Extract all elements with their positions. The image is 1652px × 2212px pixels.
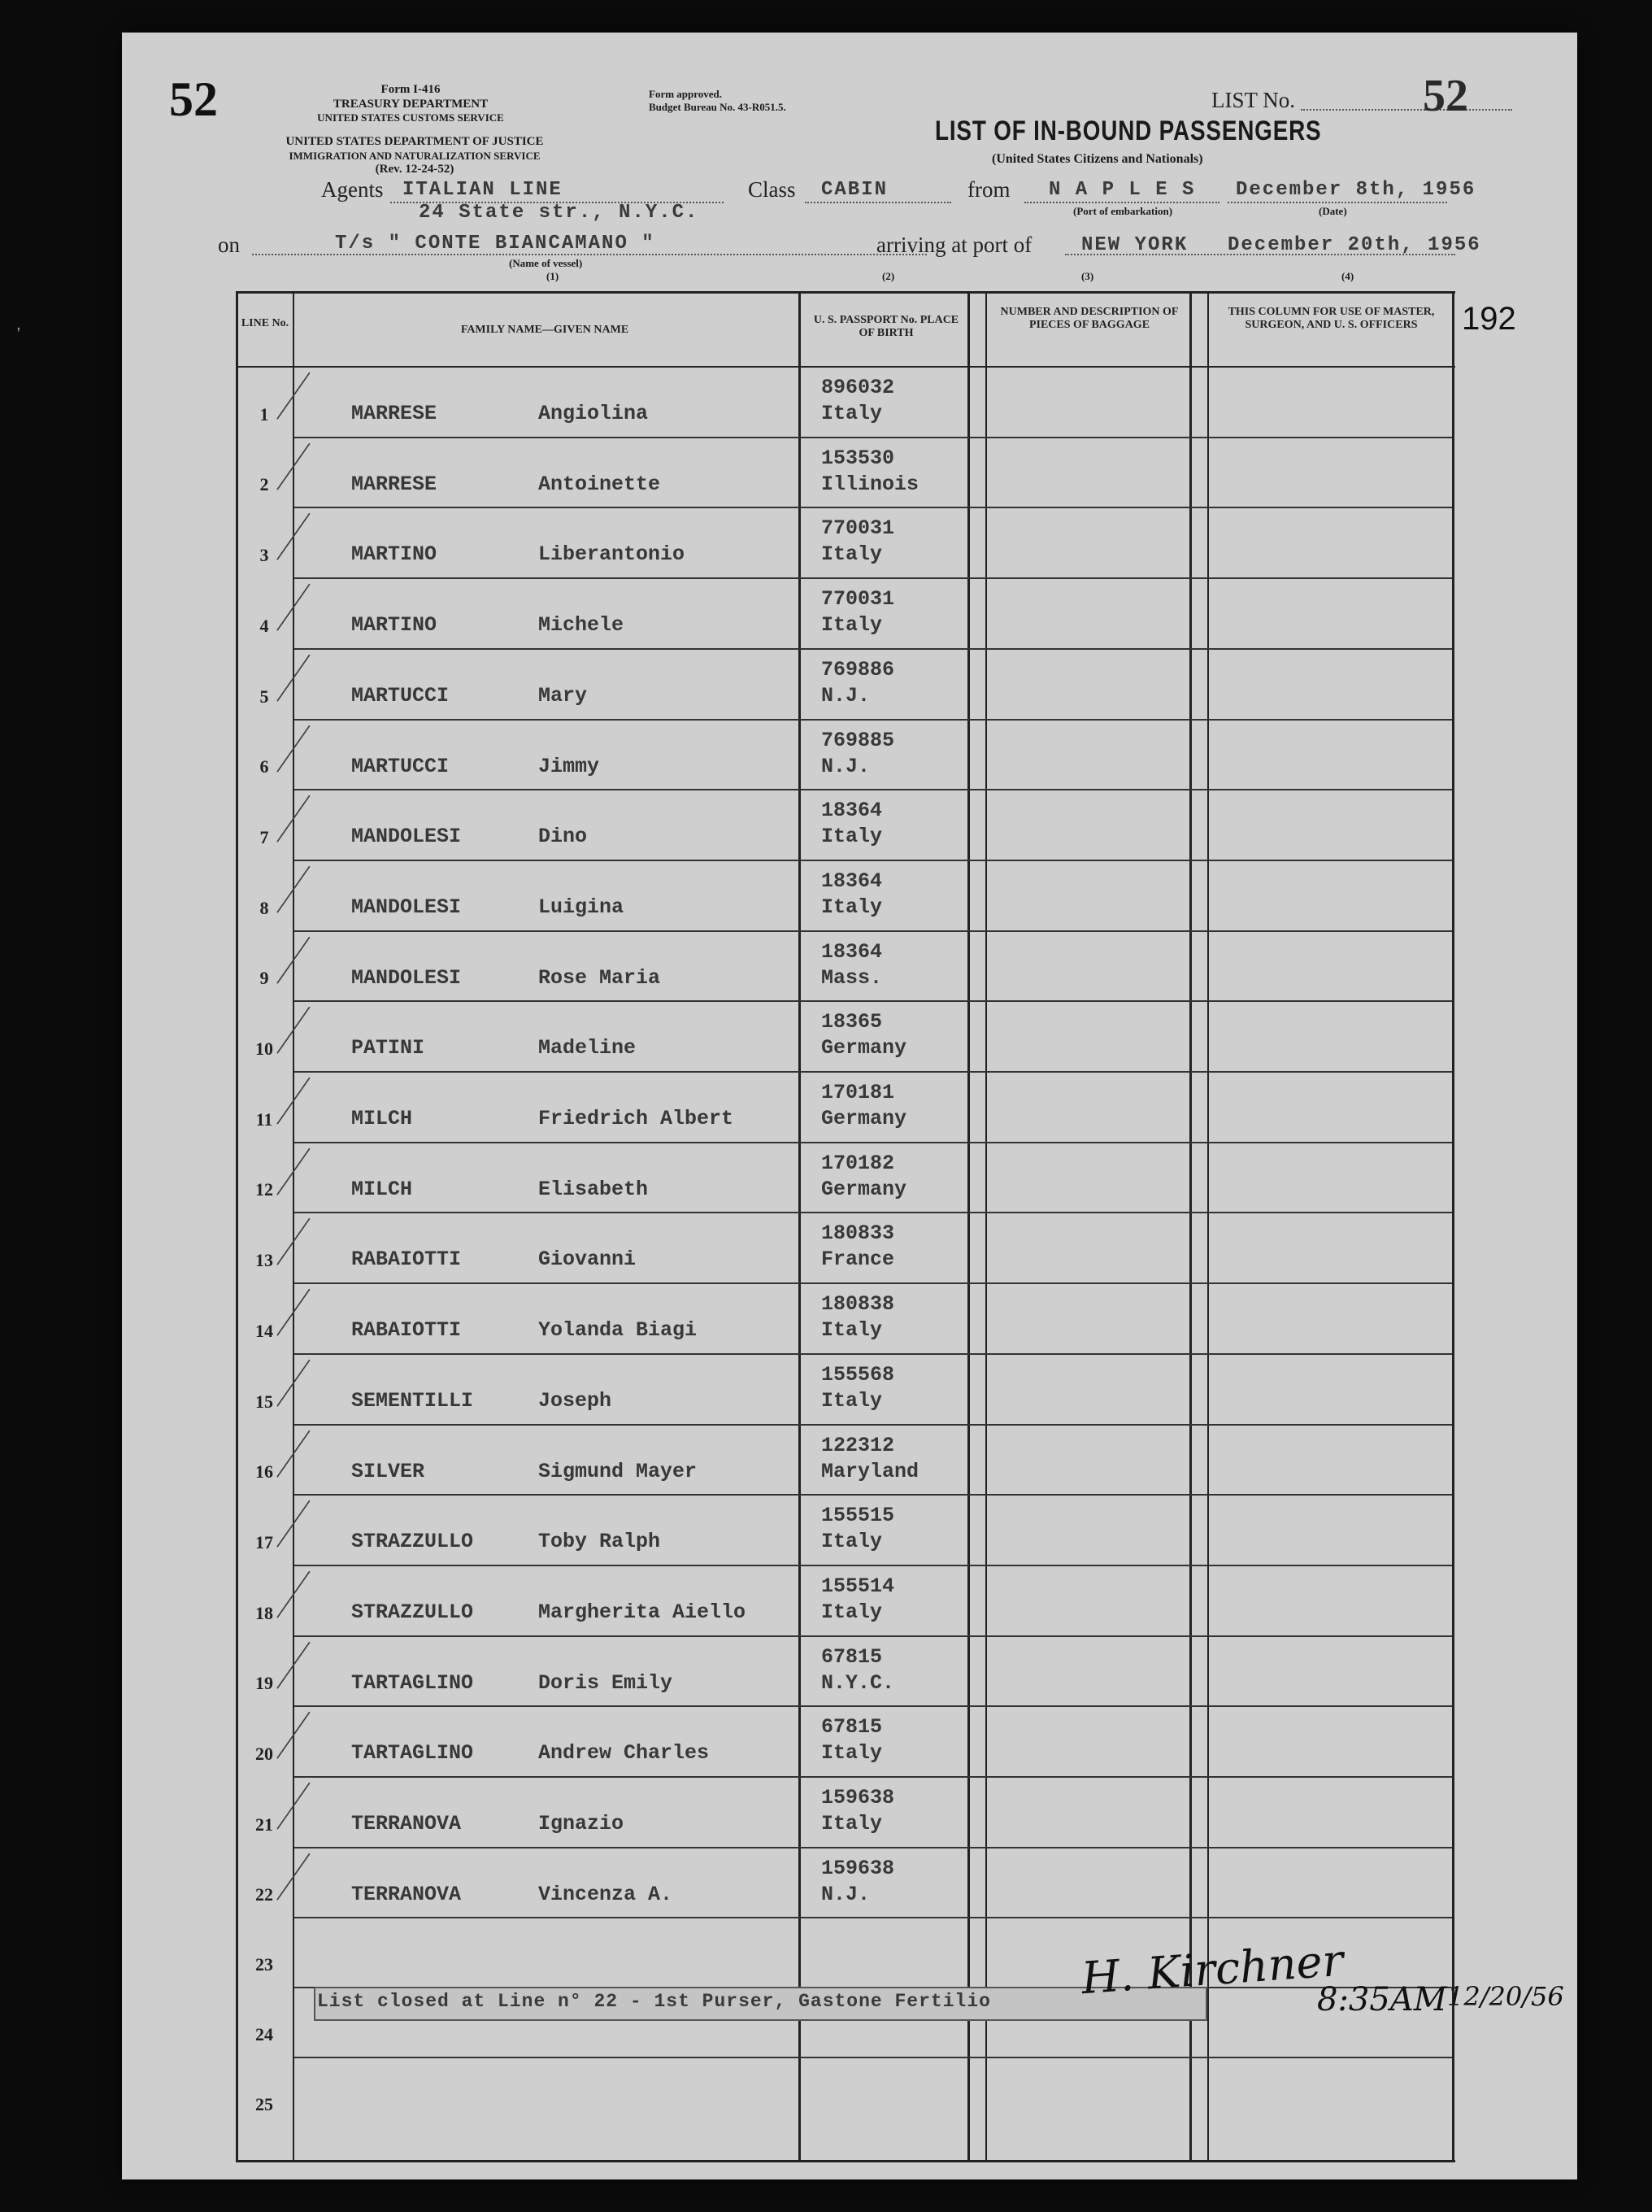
place-of-birth: France bbox=[821, 1248, 895, 1272]
family-name: TERRANOVA bbox=[351, 1812, 462, 1835]
row-divider bbox=[294, 577, 1452, 579]
place-of-birth: Italy bbox=[821, 613, 883, 638]
budget-bureau: Budget Bureau No. 43-R051.5. bbox=[649, 101, 786, 113]
given-name: Angiolina bbox=[538, 402, 649, 425]
place-of-birth: Italy bbox=[821, 1388, 883, 1413]
class-label: Class bbox=[748, 177, 796, 202]
place-of-birth: Italy bbox=[821, 825, 883, 849]
family-name: MARRESE bbox=[351, 402, 437, 425]
place-of-birth: Italy bbox=[821, 1530, 883, 1554]
arrival-date: December 20th, 1956 bbox=[1228, 234, 1481, 256]
arriving-label: arriving at port of bbox=[876, 233, 1032, 257]
row-divider bbox=[294, 1917, 1452, 1918]
line-number: 22 bbox=[255, 1884, 273, 1905]
passport-number: 769886 bbox=[821, 657, 895, 681]
row-divider bbox=[294, 1282, 1452, 1284]
row-divider bbox=[294, 1212, 1452, 1213]
sheet-number: 52 bbox=[169, 72, 218, 126]
place-of-birth: Germany bbox=[821, 1107, 907, 1130]
family-name: SEMENTILLI bbox=[351, 1388, 474, 1413]
class-value: CABIN bbox=[821, 179, 889, 201]
passport-number: 170181 bbox=[821, 1081, 895, 1104]
given-name: Mary bbox=[538, 683, 588, 708]
family-name: MARRESE bbox=[351, 472, 437, 496]
agents-address: 24 State str., N.Y.C. bbox=[419, 202, 699, 224]
scan-mark: , bbox=[16, 316, 21, 333]
place-of-birth: Italy bbox=[821, 402, 883, 425]
list-no-value: 52 bbox=[1423, 71, 1468, 121]
row-divider bbox=[294, 1424, 1452, 1426]
closing-note: List closed at Line n° 22 - 1st Purser, Gastone Fertilio bbox=[317, 1991, 991, 2012]
family-name: MILCH bbox=[351, 1177, 413, 1201]
passport-number: 159638 bbox=[821, 1856, 895, 1880]
row-divider bbox=[294, 1071, 1452, 1073]
passport-number: 896032 bbox=[821, 376, 895, 399]
place-of-birth: N.J. bbox=[821, 1882, 871, 1906]
place-of-birth: Italy bbox=[821, 1741, 883, 1766]
row-divider bbox=[294, 1847, 1452, 1848]
col-baggage: NUMBER AND DESCRIPTION OF PIECES OF BAGGAGE bbox=[1000, 306, 1179, 331]
line-number: 19 bbox=[255, 1673, 273, 1694]
passport-number: 180838 bbox=[821, 1292, 895, 1317]
line-number: 14 bbox=[255, 1320, 273, 1341]
embark-date-value: December 8th, 1956 bbox=[1236, 179, 1476, 201]
col-name: FAMILY NAME—GIVEN NAME bbox=[460, 324, 629, 336]
line-number: 25 bbox=[255, 2094, 273, 2115]
line-number: 18 bbox=[255, 1602, 273, 1623]
given-name: Elisabeth bbox=[538, 1177, 649, 1201]
list-no-label: LIST No. bbox=[1211, 88, 1296, 112]
given-name: Antoinette bbox=[538, 472, 661, 496]
row-divider bbox=[294, 507, 1452, 508]
row-divider bbox=[294, 719, 1452, 721]
document-subtitle: (United States Citizens and Nationals) bbox=[992, 152, 1203, 166]
row-divider bbox=[294, 1142, 1452, 1143]
document-title: LIST OF IN-BOUND PASSENGERS bbox=[935, 115, 1322, 146]
family-name: MILCH bbox=[351, 1107, 413, 1130]
line-number: 13 bbox=[255, 1250, 273, 1271]
family-name: MANDOLESI bbox=[351, 825, 462, 849]
passport-number: 155568 bbox=[821, 1362, 895, 1387]
passport-number: 122312 bbox=[821, 1433, 895, 1457]
caption-4: (4) bbox=[1341, 270, 1354, 282]
given-name: Andrew Charles bbox=[538, 1741, 710, 1766]
given-name: Doris Emily bbox=[538, 1670, 673, 1695]
row-divider bbox=[294, 860, 1452, 861]
family-name: MANDOLESI bbox=[351, 965, 462, 990]
treasury-dept: TREASURY DEPARTMENT bbox=[333, 98, 489, 111]
family-name: PATINI bbox=[351, 1036, 425, 1060]
line-number: 21 bbox=[255, 1814, 273, 1835]
family-name: MARTUCCI bbox=[351, 683, 450, 708]
form-revision: (Rev. 12-24-52) bbox=[375, 163, 454, 176]
passport-number: 180833 bbox=[821, 1221, 895, 1246]
agents-value: ITALIAN LINE bbox=[402, 179, 563, 201]
passport-number: 159638 bbox=[821, 1786, 895, 1809]
place-of-birth: Italy bbox=[821, 895, 883, 919]
family-name: SILVER bbox=[351, 1459, 425, 1483]
passport-number: 18364 bbox=[821, 939, 883, 964]
given-name: Ignazio bbox=[538, 1812, 624, 1835]
passport-number: 770031 bbox=[821, 587, 895, 612]
place-of-birth: Italy bbox=[821, 542, 883, 567]
given-name: Sigmund Mayer bbox=[538, 1459, 698, 1483]
given-name: Rose Maria bbox=[538, 965, 661, 990]
line-number: 5 bbox=[259, 686, 269, 707]
row-divider bbox=[294, 1565, 1452, 1566]
passport-number: 18364 bbox=[821, 869, 883, 893]
given-name: Yolanda Biagi bbox=[538, 1318, 698, 1343]
line-number: 8 bbox=[259, 897, 269, 918]
family-name: RABAIOTTI bbox=[351, 1318, 462, 1343]
row-divider bbox=[294, 1635, 1452, 1637]
row-divider bbox=[294, 1776, 1452, 1778]
place-of-birth: Italy bbox=[821, 1600, 883, 1624]
line-number: 16 bbox=[255, 1461, 273, 1483]
page-stamp: 192 bbox=[1462, 301, 1516, 337]
given-name: Toby Ralph bbox=[538, 1530, 661, 1554]
passport-number: 18365 bbox=[821, 1010, 883, 1034]
from-value: N A P L E S bbox=[1049, 179, 1196, 201]
form-id: Form I-416 bbox=[380, 83, 441, 96]
family-name: MARTINO bbox=[351, 542, 437, 567]
line-number: 24 bbox=[255, 2024, 273, 2045]
arrival-port: NEW YORK bbox=[1081, 234, 1189, 256]
passport-number: 67815 bbox=[821, 1715, 883, 1740]
passport-number: 770031 bbox=[821, 516, 895, 541]
row-divider bbox=[294, 1494, 1452, 1496]
given-name: Luigina bbox=[538, 895, 624, 919]
given-name: Michele bbox=[538, 613, 624, 638]
line-number: 15 bbox=[255, 1391, 273, 1412]
line-number: 9 bbox=[259, 968, 269, 989]
given-name: Margherita Aiello bbox=[538, 1600, 746, 1624]
family-name: MANDOLESI bbox=[351, 895, 462, 919]
place-of-birth: Germany bbox=[821, 1036, 907, 1060]
line-number: 3 bbox=[259, 545, 269, 566]
line-number: 10 bbox=[255, 1039, 273, 1059]
line-number: 4 bbox=[259, 615, 269, 636]
vessel-caption: (Name of vessel) bbox=[509, 257, 583, 269]
caption-3: (3) bbox=[1081, 270, 1094, 282]
row-divider bbox=[294, 1705, 1452, 1707]
place-of-birth: Germany bbox=[821, 1177, 907, 1201]
family-name: TARTAGLINO bbox=[351, 1741, 474, 1766]
caption-1: (1) bbox=[546, 270, 559, 282]
passport-number: 155514 bbox=[821, 1574, 895, 1598]
passenger-list-sheet bbox=[122, 33, 1577, 2179]
signature: H. Kirchner bbox=[1080, 1934, 1346, 2005]
place-of-birth: Illinois bbox=[821, 472, 919, 496]
given-name: Madeline bbox=[538, 1036, 637, 1060]
row-divider bbox=[294, 930, 1452, 932]
place-of-birth: N.Y.C. bbox=[821, 1670, 895, 1695]
passport-number: 769885 bbox=[821, 728, 895, 752]
place-of-birth: N.J. bbox=[821, 754, 871, 778]
date-caption: (Date) bbox=[1319, 205, 1347, 217]
given-name: Jimmy bbox=[538, 754, 600, 778]
row-divider bbox=[294, 789, 1452, 790]
line-number: 20 bbox=[255, 1744, 273, 1764]
justice-dept: UNITED STATES DEPARTMENT OF JUSTICE bbox=[285, 135, 544, 148]
col-officers: THIS COLUMN FOR USE OF MASTER, SURGEON, AND U. S. OFFICERS bbox=[1228, 306, 1435, 331]
given-name: Vincenza A. bbox=[538, 1882, 673, 1906]
row-divider bbox=[294, 648, 1452, 650]
on-label: on bbox=[218, 233, 240, 257]
row-divider bbox=[294, 437, 1452, 438]
given-name: Dino bbox=[538, 825, 588, 849]
line-number: 2 bbox=[259, 474, 269, 495]
passport-number: 153530 bbox=[821, 446, 895, 470]
line-number: 7 bbox=[259, 826, 269, 847]
family-name: STRAZZULLO bbox=[351, 1530, 474, 1554]
line-number: 11 bbox=[255, 1108, 273, 1130]
from-label: from bbox=[967, 177, 1011, 202]
passport-number: 18364 bbox=[821, 799, 883, 823]
customs-service: UNITED STATES CUSTOMS SERVICE bbox=[317, 111, 504, 124]
signature-date: 12/20/56 bbox=[1447, 1981, 1564, 2012]
row-divider bbox=[294, 2057, 1452, 2058]
port-embark-caption: (Port of embarkation) bbox=[1073, 205, 1173, 217]
family-name: RABAIOTTI bbox=[351, 1248, 462, 1272]
col-line-no: LINE No. bbox=[241, 317, 289, 329]
passport-number: 155515 bbox=[821, 1504, 895, 1528]
row-divider bbox=[294, 1000, 1452, 1002]
family-name: MARTINO bbox=[351, 613, 437, 638]
line-number: 1 bbox=[259, 403, 269, 425]
family-name: STRAZZULLO bbox=[351, 1600, 474, 1624]
place-of-birth: Maryland bbox=[821, 1459, 919, 1483]
given-name: Joseph bbox=[538, 1388, 612, 1413]
line-number: 12 bbox=[255, 1179, 273, 1200]
family-name: TARTAGLINO bbox=[351, 1670, 474, 1695]
place-of-birth: N.J. bbox=[821, 683, 871, 708]
place-of-birth: Mass. bbox=[821, 965, 883, 990]
col-passport: U. S. PASSPORT No. PLACE OF BIRTH bbox=[813, 314, 959, 339]
line-number: 17 bbox=[255, 1531, 273, 1552]
place-of-birth: Italy bbox=[821, 1318, 883, 1343]
place-of-birth: Italy bbox=[821, 1812, 883, 1835]
given-name: Giovanni bbox=[538, 1248, 637, 1272]
immigration-service: IMMIGRATION AND NATURALIZATION SERVICE bbox=[289, 150, 541, 162]
line-number: 6 bbox=[259, 756, 269, 777]
row-divider bbox=[294, 1353, 1452, 1355]
family-name: TERRANOVA bbox=[351, 1882, 462, 1906]
passport-number: 170182 bbox=[821, 1151, 895, 1175]
line-number: 23 bbox=[255, 1954, 273, 1975]
agents-label: Agents bbox=[321, 177, 384, 202]
family-name: MARTUCCI bbox=[351, 754, 450, 778]
given-name: Friedrich Albert bbox=[538, 1107, 734, 1130]
given-name: Liberantonio bbox=[538, 542, 685, 567]
vessel-name: T/s " CONTE BIANCAMANO " bbox=[335, 233, 655, 255]
caption-2: (2) bbox=[882, 270, 895, 282]
form-approved: Form approved. bbox=[649, 88, 723, 100]
signature-time: 8:35AM bbox=[1317, 1981, 1447, 2018]
passport-number: 67815 bbox=[821, 1644, 883, 1669]
